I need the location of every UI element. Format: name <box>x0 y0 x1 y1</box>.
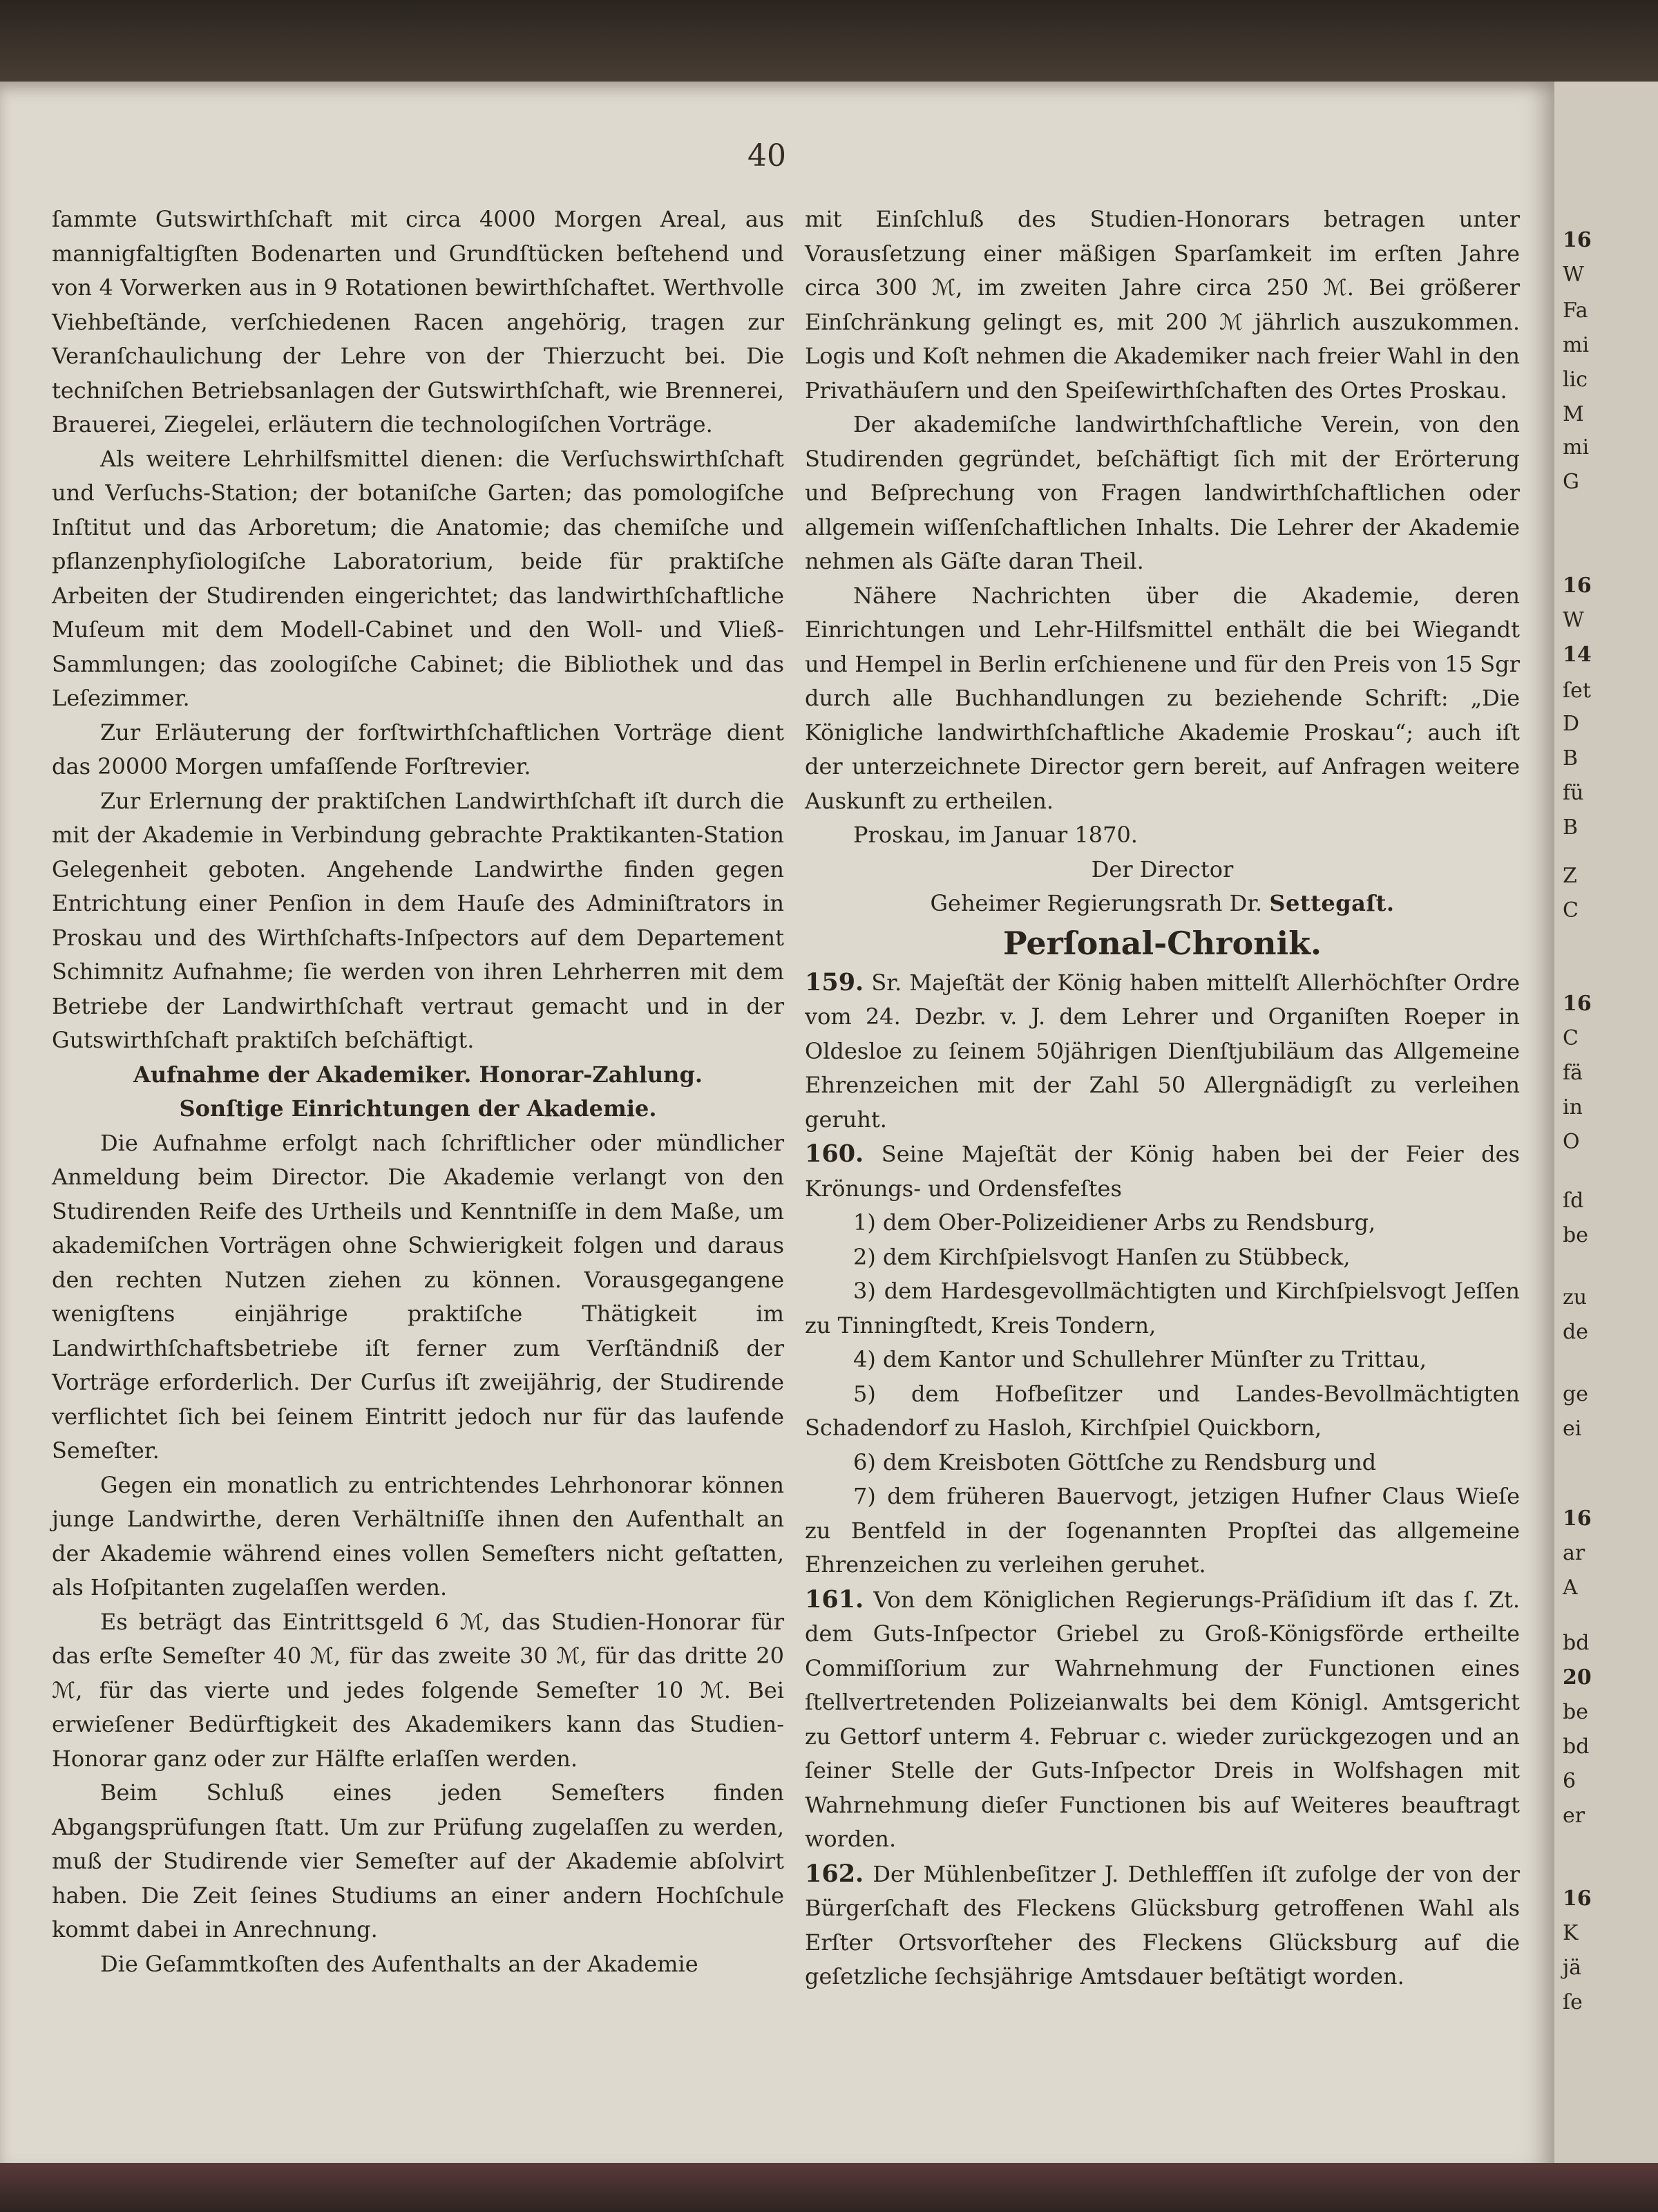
adjacent-page-fragment: W <box>1563 608 1584 632</box>
adjacent-page-fragment: O <box>1563 1130 1580 1154</box>
entry-number: 161. <box>805 1585 864 1614</box>
document-page <box>0 82 1554 2175</box>
entry-number: 160. <box>805 1140 864 1168</box>
director-title: Der Director <box>1091 856 1234 882</box>
adjacent-page-fragment: W <box>1563 263 1584 287</box>
adjacent-page-fragment: 16 <box>1563 1887 1592 1911</box>
paragraph: mit Einſchluß des Studien-Honorars betragen unter Vorausſetzung einer mäßigen Sparſamkeit im erſten Jahre circa 300 ℳ, im zweiten Jahre circa 250 ℳ. Bei größerer Einſchränkung gelingt es, mit 200 ℳ jährlich auszukommen. Logis und Koſt nehmen die Akademiker nach freier Wahl in den Privathäuſern und den Speiſewirthſchaften des Ortes Proskau. <box>805 206 1520 404</box>
section-heading: Aufnahme der Akademiker. Honorar-Zahlung. <box>133 1061 703 1088</box>
adjacent-page-fragment: D <box>1563 712 1580 736</box>
adjacent-page-fragment: fü <box>1563 781 1584 805</box>
director-name-prefix: Geheimer Regierungsrath Dr. <box>930 890 1263 916</box>
paragraph: Der akademiſche landwirthſchaftliche Verein, von den Studirenden gegründet, beſchäftigt ſich mit der Erörterung und Beſprechung von Fragen landwirthſchaftlichen oder allgemein wiſſenſchaftlichen Inhalts. Die Lehrer der Akademie nehmen als Gäſte daran Theil. <box>805 411 1520 574</box>
list-item: 1) dem Ober-Polizeidiener Arbs zu Rendsburg, <box>853 1209 1376 1236</box>
paragraph: Gegen ein monatlich zu entrichtendes Lehrhonorar können junge Landwirthe, deren Verhältniſſe ihnen den Aufenthalt an der Akademie während eines vollen Semeſters nicht geſtatten, als Hoſpitanten zugelaſſen werden. <box>52 1471 784 1600</box>
list-item: 4) dem Kantor und Schullehrer Münſter zu Trittau, <box>853 1346 1427 1372</box>
right-column <box>805 202 1520 1994</box>
paragraph: ſammte Gutswirthſchaft mit circa 4000 Morgen Areal, aus mannigfaltigſten Bodenarten und Grundſtücken beſtehend und von 4 Vorwerken aus in 9 Rotationen bewirthſchaftet. Werthvolle Viehbeſtände, verſchiedenen Racen angehörig, tragen zur Veranſchaulichung der Lehre von der Thierzucht bei. Die techniſchen Betriebsanlagen der Gutswirthſchaft, wie Brennerei, Brauerei, Ziegelei, erläutern die technologiſchen Vorträge. <box>52 206 784 437</box>
dateline: Proskau, im Januar 1870. <box>853 822 1138 848</box>
entry-number: 162. <box>805 1859 864 1888</box>
adjacent-page-fragment: 20 <box>1563 1665 1592 1690</box>
list-item: 3) dem Hardesgevollmächtigten und Kirchſpielsvogt Jeſſen zu Tinningſtedt, Kreis Tondern, <box>805 1278 1520 1339</box>
adjacent-page-edge <box>1554 82 1658 2175</box>
section-heading: Sonſtige Einrichtungen der Akademie. <box>179 1095 657 1122</box>
adjacent-page-fragment: mi <box>1563 333 1590 357</box>
adjacent-page-fragment: ar <box>1563 1541 1585 1565</box>
list-item: 2) dem Kirchſpielsvogt Hanſen zu Stübbeck, <box>853 1243 1351 1270</box>
paragraph: Zur Erläuterung der forſtwirthſchaftlichen Vorträge dient das 20000 Morgen umfaſſende Forſtrevier. <box>52 719 784 779</box>
adjacent-page-fragment: jä <box>1563 1956 1582 1980</box>
adjacent-page-fragment: bd <box>1563 1734 1590 1759</box>
adjacent-page-fragment: 14 <box>1563 643 1592 667</box>
adjacent-page-fragment: B <box>1563 746 1579 771</box>
adjacent-page-fragment: zu <box>1563 1285 1588 1310</box>
adjacent-page-fragment: er <box>1563 1804 1585 1828</box>
director-signature <box>805 887 1520 921</box>
list-item: 5) dem Hofbeſitzer und Landes-Bevollmächtigten Schadendorf zu Hasloh, Kirchſpiel Quickborn, <box>805 1380 1520 1441</box>
adjacent-page-fragment: 16 <box>1563 1506 1592 1531</box>
adjacent-page-fragment: fä <box>1563 1061 1583 1085</box>
chronicle-entry <box>805 1582 1520 1857</box>
entry-text: Von dem Königlichen Regierungs-Präſidium iſt das ſ. Zt. dem Guts-Inſpector Griebel zu Groß-Königsförde ertheilte Commiſſorium zur Wahrnehmung der Functionen eines ſtellvertretenden Polizeianwalts bei dem Königl. Amtsgericht zu Gettorf unterm 4. Februar c. wieder zurückgezogen und an ſeiner Stelle der Guts-Inſpector Dreis in Wolfshagen mit Wahrnehmung dieſer Functionen bis auf Weiteres beauftragt worden. <box>805 1586 1521 1852</box>
adjacent-page-fragment: M <box>1563 402 1584 426</box>
chronicle-entry <box>805 1857 1520 1994</box>
adjacent-page-fragment: C <box>1563 1026 1579 1050</box>
adjacent-page-fragment: lic <box>1563 368 1588 392</box>
paragraph: Die Aufnahme erfolgt nach ſchriftlicher oder mündlicher Anmeldung beim Director. Die Akademie verlangt von den Studirenden Reife des Urtheils und Kenntniſſe in dem Maße, um akademiſchen Vorträgen ohne Schwierigkeit folgen und daraus den rechten Nutzen ziehen zu können. Vorausgegangene wenigſtens einjährige praktiſche Thätigkeit im Landwirthſchaftsbetriebe iſt ferner zum Verſtändniß der Vorträge erforderlich. Der Curſus iſt zweijährig, der Studirende verflichtet ſich bei ſeinem Eintritt jedoch nur für das laufende Semeſter. <box>52 1129 784 1464</box>
entry-text: Der Mühlenbeſitzer J. Dethleffſen iſt zufolge der von der Bürgerſchaft des Fleckens Glücksburg getroffenen Wahl als Erſter Ortsvorſteher des Fleckens Glücksburg auf die geſetzliche ſechsjährige Amtsdauer beſtätigt worden. <box>805 1860 1521 1989</box>
adjacent-page-fragment: C <box>1563 898 1579 923</box>
entry-text: Sr. Majeſtät der König haben mittelſt Allerhöchſter Ordre vom 24. Dezbr. v. J. dem Lehrer und Organiſten Roeper in Oldesloe zu ſeinem 50jährigen Dienſtjubiläum das Allgemeine Ehrenzeichen mit der Zahl 50 Allergnädigſt zu verleihen geruht. <box>805 969 1520 1133</box>
adjacent-page-fragment: 16 <box>1563 992 1592 1016</box>
paragraph: Beim Schluß eines jeden Semeſters finden Abgangsprüfungen ſtatt. Um zur Prüfung zugelaſſen zu werden, muß der Studirende vier Semeſter auf der Akademie abſolvirt haben. Die Zeit ſeines Studiums an einer andern Hochſchule kommt dabei in Anrechnung. <box>52 1779 784 1942</box>
paragraph: Die Geſammtkoſten des Aufenthalts an der Akademie <box>100 1950 698 1977</box>
adjacent-page-fragment: 16 <box>1563 228 1592 252</box>
adjacent-page-fragment: G <box>1563 470 1579 494</box>
adjacent-page-fragment: ſe <box>1563 1990 1583 2014</box>
adjacent-page-fragment: be <box>1563 1700 1588 1724</box>
adjacent-page-fragment: A <box>1563 1576 1578 1600</box>
adjacent-page-fragment: ge <box>1563 1382 1588 1406</box>
adjacent-page-fragment: 16 <box>1563 574 1592 598</box>
adjacent-page-fragment: de <box>1563 1320 1588 1344</box>
adjacent-page-fragment: ei <box>1563 1417 1582 1441</box>
paragraph: Zur Erlernung der praktiſchen Landwirthſchaft iſt durch die mit der Akademie in Verbindung gebrachte Praktikanten-Station Gelegenheit geboten. Angehende Landwirthe finden gegen Entrichtung einer Penſion in dem Hauſe des Adminiſtrators in Proskau und des Wirthſchafts-Inſpectors auf dem Departement Schimnitz Aufnahme; ſie werden von ihren Lehrherren mit dem Betriebe der Landwirthſchaft vertraut gemacht und in der Gutswirthſchaft praktiſch beſchäftigt. <box>52 787 784 1053</box>
adjacent-page-fragment: ſd <box>1563 1189 1584 1213</box>
adjacent-page-fragment: B <box>1563 815 1579 840</box>
list-item: 6) dem Kreisboten Göttſche zu Rendsburg und <box>853 1448 1377 1475</box>
list-item: 7) dem früheren Bauervogt, jetzigen Hufner Claus Wieſe zu Bentfeld in der ſogenannten Propſtei das allgemeine Ehrenzeichen zu verleihen geruhet. <box>805 1483 1520 1578</box>
chronicle-entry <box>805 965 1520 1137</box>
adjacent-page-fragment: Z <box>1563 864 1577 888</box>
chronicle-entry <box>805 1137 1520 1206</box>
entry-text: Seine Majeſtät der König haben bei der Feier des Krönungs- und Ordensfeſtes <box>805 1141 1521 1202</box>
page-number: 40 <box>747 138 786 173</box>
scan-background-bottom <box>0 2163 1658 2212</box>
paragraph: Nähere Nachrichten über die Akademie, deren Einrichtungen und Lehr-Hilfsmittel enthält die bei Wiegandt und Hempel in Berlin erſchienene und für den Preis von 15 Sgr durch alle Buchhandlungen zu beziehende Schrift: „Die Königliche landwirthſchaftliche Akademie Proskau“; auch iſt der unterzeichnete Director gern bereit, auf Anfragen weitere Auskunft zu ertheilen. <box>805 582 1520 814</box>
adjacent-page-fragment: K <box>1563 1921 1579 1945</box>
adjacent-page-fragment: mi <box>1563 435 1590 460</box>
left-column <box>52 202 784 1981</box>
director-name: Settegaſt. <box>1269 890 1395 916</box>
adjacent-page-fragment: Fa <box>1563 299 1588 323</box>
paragraph: Es beträgt das Eintrittsgeld 6 ℳ, das Studien-Honorar für das erſte Semeſter 40 ℳ, für das zweite 30 ℳ, für das dritte 20 ℳ, für das vierte und jedes folgende Semeſter 10 ℳ. Bei erwieſener Bedürftigkeit des Akademikers kann das Studien-Honorar ganz oder zur Hälfte erlaſſen werden. <box>52 1608 784 1772</box>
entry-number: 159. <box>805 967 864 996</box>
adjacent-page-fragment: bd <box>1563 1631 1590 1655</box>
adjacent-page-fragment: in <box>1563 1095 1583 1119</box>
adjacent-page-fragment: ſet <box>1563 679 1591 703</box>
paragraph: Als weitere Lehrhilfsmittel dienen: die Verſuchswirthſchaft und Verſuchs-Station; der botaniſche Garten; das pomologiſche Inſtitut und das Arboretum; die Anatomie; das chemiſche und pflanzenphyſiologiſche Laboratorium, beide für praktiſche Arbeiten der Studirenden eingerichtet; das landwirthſchaftliche Muſeum mit dem Modell-Cabinet und den Woll- und Vließ-Sammlungen; das zoologiſche Cabinet; die Bibliothek und das Leſezimmer. <box>52 445 784 711</box>
adjacent-page-fragment: 6 <box>1563 1769 1576 1793</box>
section-title: Perſonal-Chronik. <box>1003 924 1322 962</box>
scan-background-top <box>0 0 1658 90</box>
adjacent-page-fragment: be <box>1563 1223 1588 1247</box>
